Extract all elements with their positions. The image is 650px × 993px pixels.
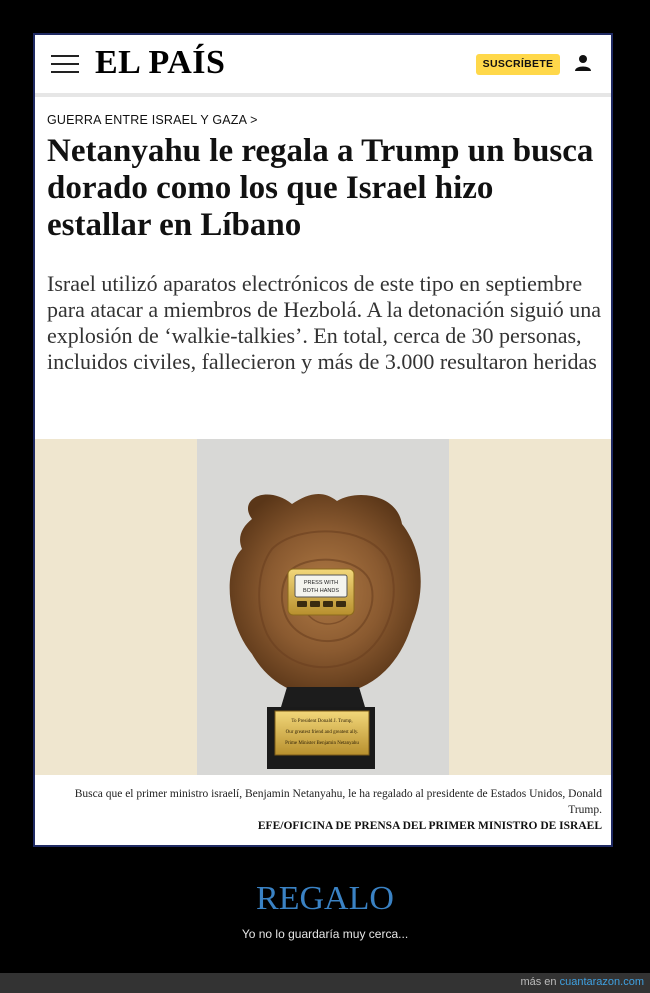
photo-caption: Busca que el primer ministro israelí, Benjamin Netanyahu, le ha regalado al presidente de Estados Unidos, Donald Trump. [74, 788, 602, 816]
article-photo [197, 439, 449, 775]
article-photo-area [35, 439, 611, 775]
plaque-line-3: Prime Minister Benjamin Netanyahu [285, 741, 359, 746]
pager-screen-line-2: BOTH HANDS [302, 588, 340, 594]
site-header [35, 35, 611, 93]
pager-screen-line-1: PRESS WITH [303, 580, 339, 586]
subscribe-button[interactable]: SUSCRÍBETE [476, 54, 560, 75]
photo-credit: EFE/OFICINA DE PRENSA DEL PRIMER MINISTRO DE ISRAEL [257, 820, 602, 832]
hamburger-menu-icon[interactable] [51, 55, 79, 73]
footer-prefix: más en [520, 976, 557, 988]
user-icon[interactable] [573, 53, 593, 73]
meme-subtitle: Yo no lo guardaría muy cerca... [241, 927, 409, 941]
article-headline: Netanyahu le regala a Trump un busca dorado como los que Israel hizo estallar en Líbano [47, 133, 594, 243]
plaque-line-2: Our greatest friend and greatest ally. [285, 730, 359, 735]
footer-credit [520, 976, 644, 988]
article-card [33, 33, 613, 847]
article-standfirst: Israel utilizó aparatos electrónicos de este tipo en septiembre para atacar a miembros de Hezbolá. A la detonación siguió una explosión de ‘walkie-talkies’. En total, cerca de 30 personas, incluidos civiles, fallecieron y más de 3.000 resultaron heridas [47, 271, 602, 374]
header-divider [35, 93, 611, 97]
meme-title: REGALO [256, 880, 394, 917]
plaque-line-1: To President Donald J. Trump, [291, 719, 353, 724]
site-footer-bar [0, 973, 650, 993]
section-kicker-link[interactable]: GUERRA ENTRE ISRAEL Y GAZA > [47, 113, 258, 127]
footer-site-link[interactable]: cuantarazon.com [559, 976, 644, 988]
site-logo[interactable]: EL PAÍS [95, 44, 226, 81]
